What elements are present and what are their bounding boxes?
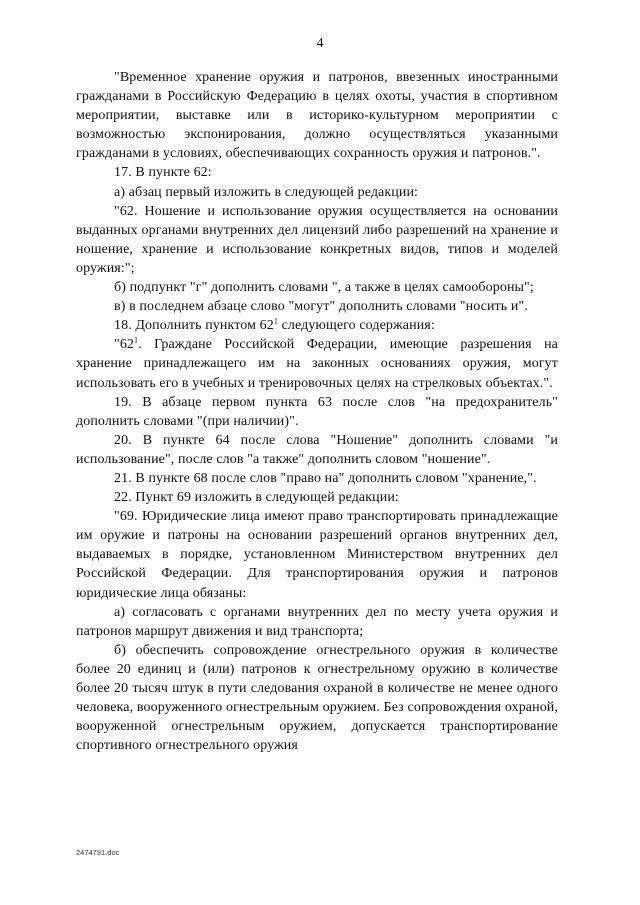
paragraph-item-19: 19. В абзаце первом пункта 63 после слов "на предохранитель" дополнить словами "(при наличии)". [76,394,558,429]
paragraph-quote-69b: б) обеспечить сопровождение огнестрельного оружия в количестве более 20 единиц и (или) патронов к огнестрельному оружию в количестве более 20 тысяч штук в пути следования охраной в количестве не менее одного человека, вооруженного огнестрельным оружием. Без сопровождения охраной, вооруженной огнестрельным оружием, допускается транспортирование спортивного огнестрельного оружия [76,642,558,754]
quote-62-1-text-start: "62 [114,337,135,353]
quote-62-1-superscript: 1 [134,335,139,345]
paragraph-quote-69: "69. Юридические лица имеют право транспортировать принадлежащие им оружие и патроны на основании разрешений органов внутренних дел, выдаваемых в порядке, установленном Министерством внутренних дел Российской Федерации. Для транспортирования оружия и патронов юридические лица обязаны: [76,509,558,601]
paragraph-item-18 [76,316,558,335]
paragraph-quote-temporary-storage: "Временное хранение оружия и патронов, ввезенных иностранными гражданами в Российскую Федерацию в целях охоты, участия в спортивном мероприятии, выставке или в историко-культурном мероприятии с возможностью экспонирования, должно осуществляться указанными гражданами в условиях, обеспечивающих сохранность оружия и патронов.". [76,70,558,162]
paragraph-item-17c: в) в последнем абзаце слово "могут" дополнить словами "носить и". [114,299,528,315]
paragraph-item-17b: б) подпункт "г" дополнить словами ", а также в целях самообороны"; [114,280,534,296]
quote-62-1-text-end: . Граждане Российской Федерации, имеющие разрешения на хранение принадлежащего им на законных основаниях оружия, могут использовать его в учебных и тренировочных целях на стрелковых объектах.". [76,337,558,391]
paragraph-quote-62-1 [76,335,558,392]
paragraph-item-20: 20. В пункте 64 после слова "Ношение" дополнить словами "и использование", после слов "а также" дополнить словом "ношение". [76,432,558,467]
page-number: 4 [316,36,324,51]
footer-document-code: 2474791.doc [76,848,120,857]
paragraph-item-22: 22. Пункт 69 изложить в следующей редакции: [114,490,399,506]
paragraph-item-17: 17. В пункте 62: [114,165,212,181]
document-body [76,68,558,755]
paragraph-quote-62: "62. Ношение и использование оружия осуществляется на основании выданных органами внутренних дел лицензий либо разрешений на хранение и ношение, хранение и использование конкретных видов, типов и моделей оружия:"; [76,203,558,276]
item-18-text-start: 18. Дополнить пунктом 62 [114,318,274,334]
item-18-text-end: следующего содержания: [277,318,435,334]
paragraph-item-21: 21. В пункте 68 после слов "право на" дополнить словом "хранение,". [114,470,537,486]
paragraph-quote-69a: а) согласовать с органами внутренних дел по месту учета оружия и патронов маршрут движения и вид транспорта; [76,604,558,639]
item-18-superscript: 1 [273,316,278,326]
paragraph-item-17a: а) абзац первый изложить в следующей редакции: [114,184,419,200]
